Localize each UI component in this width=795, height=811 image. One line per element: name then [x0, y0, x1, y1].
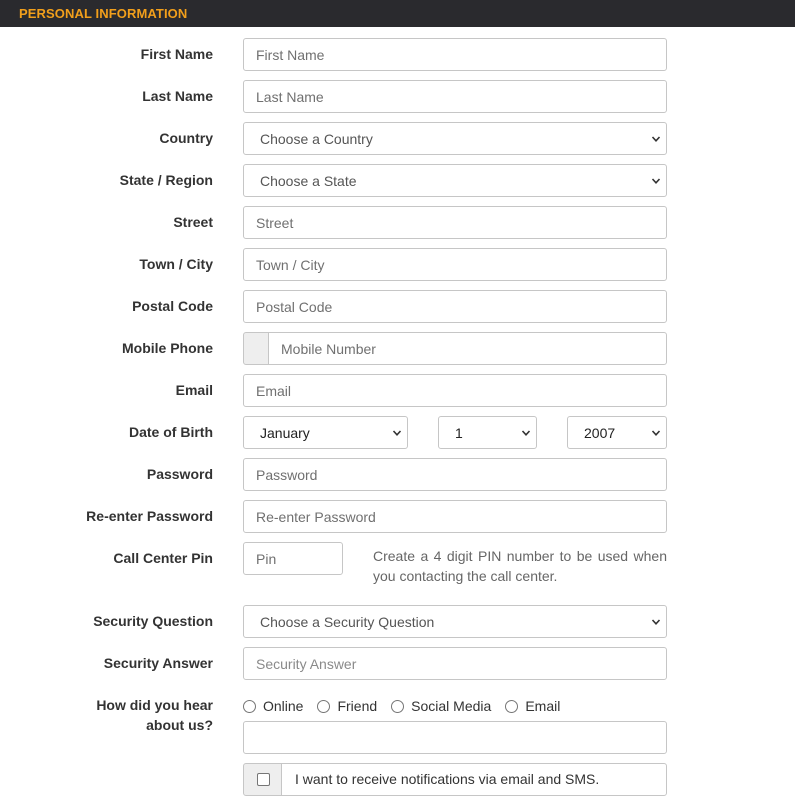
country-select-value: Choose a Country — [260, 131, 373, 147]
chevron-down-icon — [651, 428, 661, 438]
security-question-value: Choose a Security Question — [260, 614, 435, 630]
confirm-password-input[interactable]: Re-enter Password — [243, 500, 667, 533]
dob-day-value: 1 — [455, 425, 463, 441]
email-input[interactable]: Email — [243, 374, 667, 407]
state-select[interactable] — [243, 164, 667, 197]
security-answer-input[interactable]: Security Answer — [243, 647, 667, 680]
radio-button[interactable] — [317, 700, 330, 713]
street-input[interactable]: Street — [243, 206, 667, 239]
dob-label: Date of Birth — [129, 424, 213, 440]
radio-label: Online — [263, 698, 304, 714]
first-name-input[interactable]: First Name — [243, 38, 667, 71]
country-select[interactable] — [243, 122, 667, 155]
mobile-number-input[interactable]: Mobile Number — [268, 332, 667, 365]
hear-about-label: How did you hear about us? — [96, 697, 213, 733]
hear-about-other-input[interactable] — [243, 721, 667, 754]
pin-input[interactable]: Pin — [243, 542, 343, 575]
chevron-down-icon — [651, 176, 661, 186]
section-title: PERSONAL INFORMATION — [19, 6, 188, 21]
mobile-phone-label: Mobile Phone — [122, 340, 213, 356]
notifications-checkbox[interactable] — [257, 773, 270, 786]
postal-code-label: Postal Code — [132, 298, 213, 314]
chevron-down-icon — [651, 134, 661, 144]
country-label: Country — [159, 130, 213, 146]
chevron-down-icon — [521, 428, 531, 438]
town-label: Town / City — [139, 256, 213, 272]
dob-month-value: January — [260, 425, 310, 441]
town-input[interactable]: Town / City — [243, 248, 667, 281]
street-label: Street — [173, 214, 213, 230]
notifications-checkbox-addon[interactable] — [243, 763, 282, 796]
radio-button[interactable] — [243, 700, 256, 713]
password-label: Password — [146, 466, 213, 482]
email-label: Email — [175, 382, 213, 398]
dob-day-select[interactable] — [438, 416, 537, 449]
dob-year-value: 2007 — [584, 425, 616, 441]
radio-social-media[interactable] — [391, 698, 491, 714]
radio-label: Social Media — [411, 698, 492, 714]
radio-button[interactable] — [505, 700, 518, 713]
security-answer-label: Security Answer — [103, 655, 213, 671]
dob-month-select[interactable] — [243, 416, 408, 449]
last-name-label: Last Name — [142, 88, 213, 104]
state-label: State / Region — [119, 172, 213, 188]
state-select-value: Choose a State — [260, 173, 357, 189]
phone-prefix-addon — [243, 332, 269, 365]
security-question-select[interactable] — [243, 605, 667, 638]
first-name-label: First Name — [140, 46, 213, 62]
chevron-down-icon — [651, 617, 661, 627]
hear-about-radio-group — [243, 697, 574, 715]
postal-code-input[interactable]: Postal Code — [243, 290, 667, 323]
chevron-down-icon — [392, 428, 402, 438]
radio-online[interactable] — [243, 698, 303, 714]
radio-friend[interactable] — [317, 698, 377, 714]
notifications-label: I want to receive notifications via email and SMS. — [281, 763, 667, 796]
password-input[interactable]: Password — [243, 458, 667, 491]
confirm-password-label: Re-enter Password — [86, 508, 213, 524]
radio-label: Email — [525, 698, 561, 714]
dob-year-select[interactable] — [567, 416, 667, 449]
section-header — [0, 0, 795, 27]
pin-label: Call Center Pin — [113, 550, 213, 566]
pin-help-text: Create a 4 digit PIN number to be used when you contacting the call center. — [373, 548, 667, 584]
radio-email[interactable] — [505, 698, 560, 714]
radio-label: Friend — [337, 698, 378, 714]
last-name-input[interactable]: Last Name — [243, 80, 667, 113]
security-question-label: Security Question — [93, 613, 213, 629]
radio-button[interactable] — [391, 700, 404, 713]
